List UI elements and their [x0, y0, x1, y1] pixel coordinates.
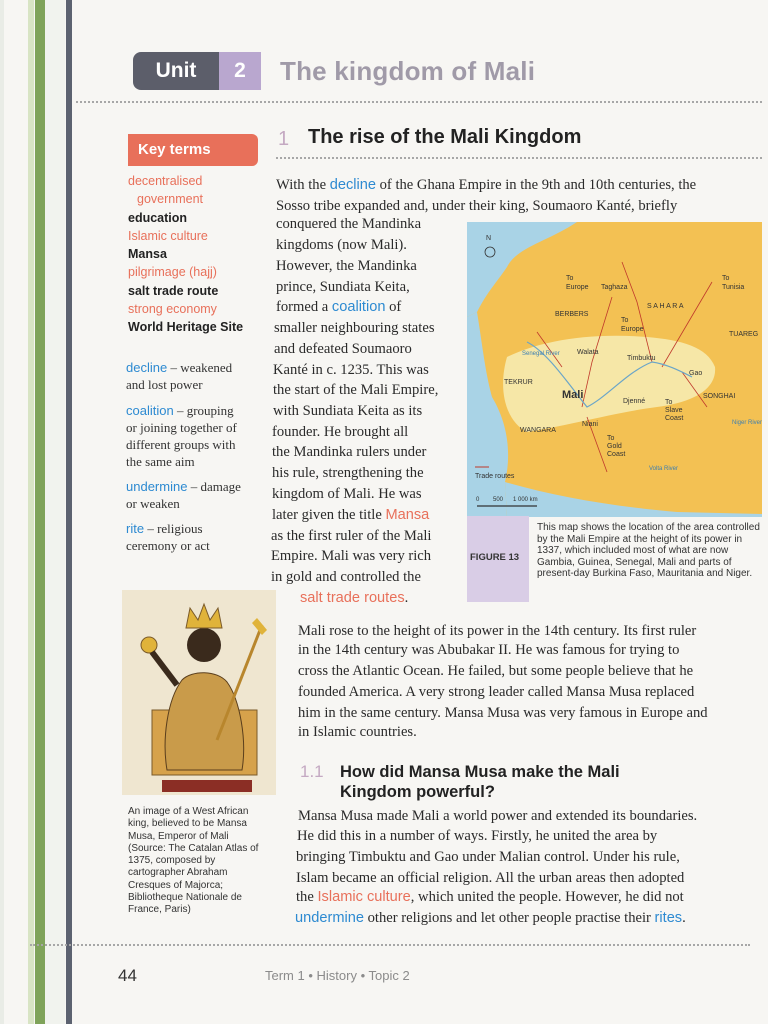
body-line: founded America. A very strong leader called Mansa Musa replaced: [298, 684, 695, 700]
glossary-entry: decline – weakened and lost power: [126, 360, 233, 392]
body-line: founder. He brought all: [272, 424, 409, 440]
body-line: his rule, strengthening the: [272, 465, 424, 481]
map-label: SONGHAI: [703, 393, 736, 400]
map-label: WANGARA: [520, 427, 556, 434]
body-line: bringing Timbuktu and Gao under Malian control. Under his rule,: [296, 849, 680, 865]
unit-number: 2: [219, 52, 261, 90]
map-label: To: [621, 317, 629, 324]
map-label: Tunisia: [722, 284, 745, 291]
key-term: salt trade route: [128, 283, 219, 298]
map-label: 500: [493, 497, 504, 503]
footer-divider: [30, 944, 750, 946]
key-terms-heading: Key terms: [128, 134, 258, 166]
key-term: Mansa: [128, 247, 167, 262]
body-line: kingdoms (now Mali).: [276, 237, 407, 253]
map-label: Gao: [689, 370, 703, 377]
key-terms-list: [128, 172, 268, 337]
body-line: in the 14th century was Abubakar II. He was famous for trying to: [298, 642, 680, 658]
subsection-number: 1.1: [300, 762, 324, 781]
binding-strip: [45, 0, 65, 1024]
image-caption: An image of a West African king, believed to be Mansa Musa, Emperor of Mali (Source: The Catalan Atlas of 1375, composed by cartographer Abraham Cresques of Majorca; Bibliotheque Nationale de France, Paris): [128, 806, 259, 916]
map-label: S A H A R A: [647, 303, 684, 310]
king-head: [187, 628, 221, 662]
unit-label: Unit: [133, 52, 219, 90]
body-line: kingdom of Mali. He was: [272, 486, 422, 502]
map-label: Europe: [566, 284, 589, 291]
glossary-term: rite: [126, 521, 145, 536]
term-link-coalition[interactable]: coalition: [331, 299, 386, 315]
binding-strip: [35, 0, 45, 1024]
body-line: salt trade routes.: [300, 590, 409, 606]
glossary-entry: rite – religious ceremony or act: [126, 521, 210, 553]
body-line: smaller neighbouring states: [274, 320, 435, 336]
map-label: N: [486, 235, 492, 242]
body-line: the Islamic culture, which united the people. However, he did not: [296, 889, 684, 905]
map-label: Slave: [665, 407, 683, 414]
body-line: Mansa Musa made Mali a world power and extended its boundaries.: [298, 808, 698, 824]
map-label: BERBERS: [555, 311, 589, 318]
map-label: To: [607, 435, 615, 442]
glossary-entry: undermine – damage or weaken: [126, 479, 241, 511]
body-line: He did this in a number of ways. Firstly, he united the area by: [297, 828, 658, 844]
map-label: Senegal River: [522, 351, 560, 357]
map-label: Trade routes: [475, 473, 515, 480]
term-link-mansa[interactable]: Mansa: [385, 507, 430, 523]
footer-text: Term 1 • History • Topic 2: [265, 968, 410, 983]
key-term: education: [128, 210, 188, 225]
figure-caption: This map shows the location of the area controlled by the Mali Empire at the height of its power in 1337, which included most of what are now Gambia, Guinea, Senegal, Mali and parts of present-day Burkina Faso, Mauritania and Niger.: [537, 522, 760, 580]
term-link-islamic-culture[interactable]: Islamic culture: [317, 889, 411, 905]
chapter-title: The kingdom of Mali: [280, 56, 536, 86]
body-line: conquered the Mandinka: [276, 216, 422, 232]
mali-empire-map: [467, 222, 762, 517]
body-line: in Islamic countries.: [298, 724, 417, 740]
map-label: Mali: [562, 389, 584, 401]
body-line: him in the same century. Mansa Musa was very famous in Europe and: [298, 705, 708, 721]
throne-base: [162, 780, 252, 792]
body-line: prince, Sundiata Keita,: [276, 279, 410, 295]
body-line: and defeated Soumaoro: [274, 341, 412, 357]
body-line: in gold and controlled the: [271, 569, 421, 585]
body-line: with Sundiata Keita as its: [273, 403, 423, 419]
map-label: Gold: [607, 443, 622, 450]
key-term: strong economy: [128, 302, 217, 317]
map-label: Walata: [577, 349, 599, 356]
key-term: World Heritage Site: [128, 320, 244, 335]
map-label: Taghaza: [601, 284, 628, 291]
key-term: Islamic culture: [128, 228, 208, 243]
body-line: undermine other religions and let other people practise their rites.: [295, 910, 686, 926]
binding-strip: [66, 0, 72, 1024]
glossary-term: coalition: [126, 403, 174, 418]
map-label: To: [665, 399, 673, 406]
section-title: The rise of the Mali Kingdom: [308, 126, 582, 148]
term-link-decline[interactable]: decline: [329, 177, 376, 193]
section-number: 1: [278, 128, 290, 150]
map-label: Timbuktu: [627, 355, 656, 362]
map-label: To: [722, 275, 730, 282]
body-line: the Mandinka rulers under: [272, 444, 427, 460]
body-line: With the decline of the Ghana Empire in the 9th and 10th centuries, the: [276, 177, 697, 193]
binding-strip: [28, 0, 34, 1024]
body-line: Mali rose to the height of its power in the 14th century. Its first ruler: [298, 623, 697, 639]
key-term: government: [137, 192, 204, 207]
body-line: formed a coalition of: [276, 299, 402, 315]
term-link-rites[interactable]: rites: [654, 910, 683, 926]
map-label: Europe: [621, 326, 644, 333]
map-label: Volta River: [649, 466, 679, 472]
glossary-entry: coalition – grouping or joining together of different groups with the same aim: [126, 403, 237, 469]
glossary-term: decline: [126, 360, 168, 375]
body-line: Islam became an official religion. All the urban areas then adopted: [296, 870, 685, 886]
term-link-undermine[interactable]: undermine: [295, 910, 364, 926]
body-line: cross the Atlantic Ocean. He failed, but some people believe that he: [298, 663, 694, 679]
key-term: decentralised: [128, 174, 203, 188]
body-line: later given the title Mansa: [272, 507, 430, 523]
mansa-musa-image: [122, 590, 276, 795]
body-line: as the first ruler of the Mali: [271, 528, 432, 544]
body-line: However, the Mandinka: [276, 258, 417, 274]
body-line: Empire. Mali was very rich: [271, 548, 432, 564]
map-label: 0: [476, 497, 480, 503]
map-label: TEKRUR: [504, 379, 533, 386]
map-label: Djenné: [623, 398, 646, 405]
section-divider: [276, 157, 762, 159]
map-label: 1 000 km: [513, 497, 538, 503]
subsection-title: How did Mansa Musa make the Mali Kingdom powerful?: [340, 763, 620, 801]
figure-label: FIGURE 13: [470, 552, 520, 563]
key-term: pilgrimage (hajj): [128, 265, 217, 280]
map-label: TUAREG: [729, 331, 759, 338]
body-line: the start of the Mali Empire,: [273, 382, 439, 398]
term-link-salt-trade-routes[interactable]: salt trade routes: [300, 590, 405, 606]
map-label: Niger River: [732, 420, 762, 426]
page-number: 44: [118, 966, 137, 985]
header-divider: [76, 101, 762, 103]
map-label: Coast: [607, 451, 626, 458]
map-label: To: [566, 275, 574, 282]
body-line: Sosso tribe expanded and, under their king, Soumaoro Kanté, briefly: [276, 198, 678, 214]
unit-badge: [133, 52, 261, 90]
body-line: Kanté in c. 1235. This was: [273, 362, 429, 378]
glossary-term: undermine: [126, 479, 188, 494]
binding-strip: [0, 0, 4, 1024]
map-label: Niani: [582, 421, 598, 428]
map-label: Coast: [665, 415, 684, 422]
